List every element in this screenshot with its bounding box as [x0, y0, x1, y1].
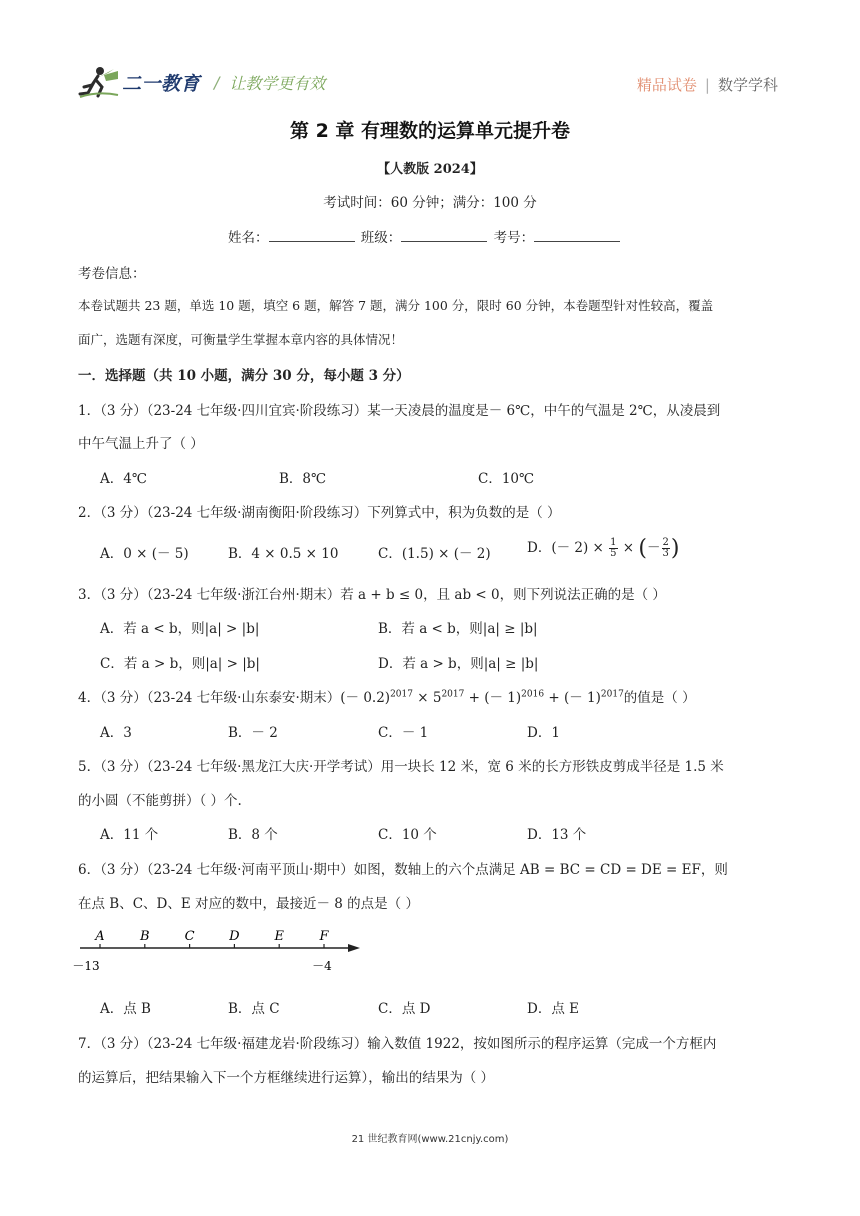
logo-separator: / — [214, 72, 220, 92]
page-footer: 21 世纪教育网(www.21cnjy.com) — [351, 1134, 509, 1145]
number-line-arrow — [348, 944, 360, 952]
q3-option-c[interactable]: C．若 a > b，则|a| > |b| — [100, 656, 260, 672]
q4-stem: 4．（3 分）（23-24 七年级·山东泰安·期末）(－ $0.2)^{2017} \times 5^{2017}$ + (－ 1)$^{2016}$ + (－ 1)$^{2017}$的值是（ ） — [78, 689, 696, 706]
q2-option-a[interactable]: A．0 × (－ 5) — [100, 546, 189, 562]
number-line-figure — [72, 925, 368, 975]
number-line-point-label: B — [140, 929, 150, 944]
q6-option-b[interactable]: B．点 C — [228, 1001, 280, 1017]
header-divider: | — [704, 76, 710, 94]
q5-option-a[interactable]: A．11 个 — [100, 827, 159, 843]
q2-stem: 2．（3 分）（23-24 七年级·湖南衡阳·阶段练习）下列算式中，积为负数的是（ ） — [78, 505, 561, 521]
exam-meta: 考试时间：60 分钟；满分：100 分 — [323, 195, 537, 211]
number-blank[interactable] — [534, 229, 620, 242]
page-title: 第 2 章 有理数的运算单元提升卷 — [289, 120, 571, 142]
q3-stem: 3．（3 分）（23-24 七年级·浙江台州·期末）若 a + b ≤ 0，且 ab < 0，则下列说法正确的是（ ） — [78, 587, 666, 603]
q5-option-d[interactable]: D．13 个 — [527, 827, 587, 843]
number-line-right-value: －4 — [312, 959, 332, 973]
q1-option-c[interactable]: C．10℃ — [478, 471, 535, 487]
q4-option-a[interactable]: A．3 — [100, 725, 132, 741]
logo-slogan: 让教学更有效 — [229, 73, 326, 93]
section-heading: 一．选择题（共 10 小题，满分 30 分，每小题 3 分） — [78, 368, 410, 384]
number-line-point-label: A — [95, 929, 105, 944]
student-fields — [228, 226, 622, 246]
q7-stem-2: 的运算后，把结果输入下一个方框继续进行运算），输出的结果为（ ） — [78, 1070, 495, 1086]
q3-option-a[interactable]: A．若 a < b，则|a| > |b| — [100, 621, 260, 637]
header-tag-subject: 数学学科 — [717, 76, 778, 94]
q1-option-b[interactable]: B．8℃ — [279, 471, 327, 487]
brand-logo — [78, 62, 325, 102]
fraction-two-thirds: $\frac{2}{3}$ — [662, 537, 669, 559]
q5-stem-1: 5．（3 分）（23-24 七年级·黑龙江大庆·开学考试）用一块长 12 米，宽 6 米的长方形铁皮剪成半径是 1.5 米 — [78, 759, 724, 775]
q5-option-c[interactable]: C．10 个 — [378, 827, 437, 843]
q7-stem-1: 7．（3 分）（23-24 七年级·福建龙岩·阶段练习）输入数值 1922，按如图所示的程序运算（完成一个方框内 — [78, 1036, 717, 1052]
q5-option-b[interactable]: B．8 个 — [228, 827, 278, 843]
info-line-1: 本卷试题共 23 题，单选 10 题，填空 6 题，解答 7 题，满分 100 分，限时 60 分钟，本卷题型针对性较高，覆盖 — [78, 298, 714, 313]
number-line-point-label: C — [184, 929, 195, 944]
q2-option-d-times: × — [618, 540, 639, 556]
q1-stem-1: 1．（3 分）（23-24 七年级·四川宜宾·阶段练习）某一天凌晨的温度是－ 6℃，中午的气温是 2℃，从凌晨到 — [78, 403, 721, 419]
q4-option-d[interactable]: D．1 — [527, 725, 560, 741]
number-line-point-label: F — [319, 929, 329, 944]
class-blank[interactable] — [401, 229, 487, 242]
q3-option-b[interactable]: B．若 a < b，则|a| ≥ |b| — [378, 621, 538, 637]
number-label: 考号： — [493, 230, 535, 246]
name-blank[interactable] — [269, 229, 355, 242]
q6-option-c[interactable]: C．点 D — [378, 1001, 431, 1017]
q1-option-a[interactable]: A．4℃ — [100, 471, 147, 487]
fraction-one-fifth: $\frac{1}{5}$ — [610, 537, 617, 559]
q4-option-b[interactable]: B．－ 2 — [228, 725, 278, 741]
class-label: 班级： — [360, 230, 402, 246]
q3-option-d[interactable]: D．若 a > b，则|a| ≥ |b| — [378, 656, 539, 672]
number-line-point-label: D — [229, 929, 240, 944]
q6-stem-2: 在点 B、C、D、E 对应的数中，最接近－ 8 的点是（ ） — [78, 896, 419, 912]
header-right — [637, 74, 778, 95]
q2-option-c[interactable]: C．(1.5) × (－ 2) — [378, 546, 491, 562]
q1-stem-2: 中午气温上升了（ ） — [78, 436, 204, 452]
q4-option-c[interactable]: C．－ 1 — [378, 725, 429, 741]
number-line-left-value: －13 — [72, 959, 100, 973]
q6-stem-1: 6．（3 分）（23-24 七年级·河南平顶山·期中）如图，数轴上的六个点满足 AB = BC = CD = DE = EF，则 — [78, 862, 728, 878]
edition-subtitle: 【人教版 2024】 — [377, 162, 483, 177]
q6-option-a[interactable]: A．点 B — [100, 1001, 151, 1017]
name-label: 姓名： — [228, 230, 269, 246]
q2-option-b[interactable]: B．4 × 0.5 × 10 — [228, 546, 339, 562]
q2-option-d-sign: － — [647, 540, 661, 556]
q5-stem-2: 的小圆（不能剪拼）（ ）个. — [78, 793, 242, 809]
number-line-point-label: E — [274, 929, 284, 944]
header-tag-premium: 精品试卷 — [636, 76, 697, 94]
q2-option-d-prefix: D．(－ 2) × — [527, 540, 609, 556]
info-line-2: 面广，选题有深度，可衡量学生掌握本章内容的具体情况！ — [78, 332, 404, 347]
q2-option-d[interactable]: D．(－ 2) × $\frac{1}{5}$ × (－ $\frac{2}{3}$ ) — [527, 536, 680, 561]
page-header — [78, 62, 778, 108]
info-label: 考卷信息： — [78, 266, 146, 282]
q6-option-d[interactable]: D．点 E — [527, 1001, 579, 1017]
runner-logo-icon — [78, 65, 120, 99]
logo-text: 二一教育 — [122, 72, 201, 95]
